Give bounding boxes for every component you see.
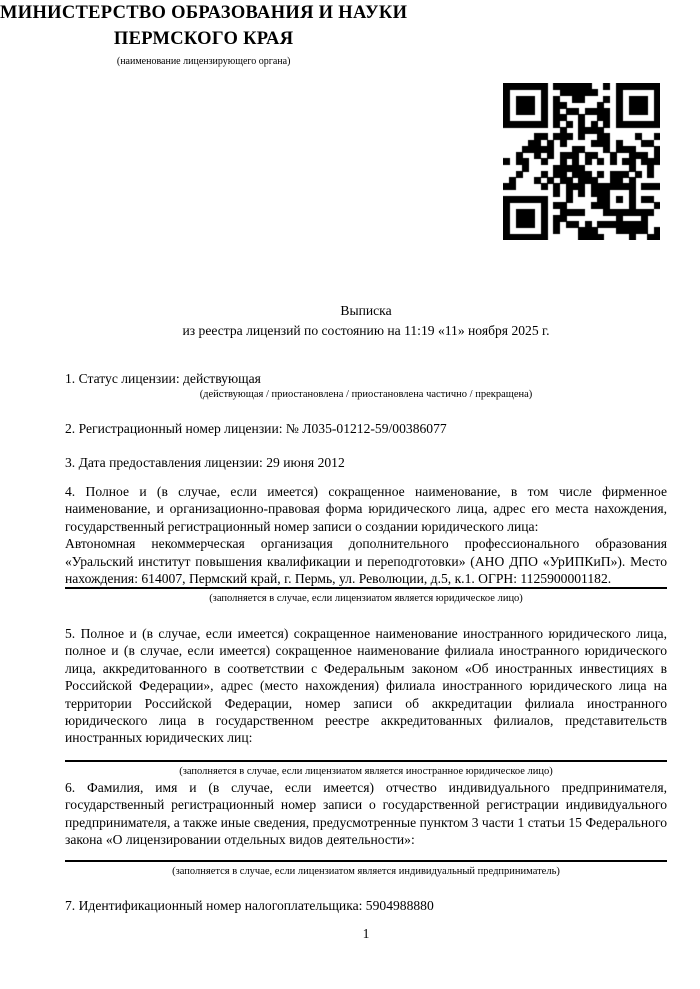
page-number: 1	[362, 926, 370, 941]
field-legal-entity	[65, 483, 667, 606]
field-license-status-caption: (действующая / приостановлена / приостановлена частично / прекращена)	[199, 389, 533, 401]
ministry-name-line2: ПЕРМСКОГО КРАЯ	[113, 29, 294, 49]
ministry-caption: (наименование лицензирующего органа)	[116, 56, 291, 67]
fill-in-line	[65, 860, 667, 862]
field-individual-entrepreneur	[65, 779, 667, 879]
document-title-line2: из реестра лицензий по состоянию на 11:19 «11» ноября 2025 г.	[182, 323, 550, 338]
field-registration-number: 2. Регистрационный номер лицензии: № Л035-01212-59/00386077	[65, 421, 447, 436]
licensing-authority-header	[0, 0, 407, 69]
field-taxpayer-number: 7. Идентификационный номер налогоплательщика: 5904988880	[65, 898, 434, 913]
field-foreign-entity-caption: (заполняется в случае, если лицензиатом является иностранное юридическое лицо)	[179, 765, 553, 777]
document-title-line1: Выписка	[340, 303, 392, 318]
qr-code	[503, 83, 660, 240]
field-individual-entrepreneur-question: 6. Фамилия, имя и (в случае, если имеется) отчество индивидуального предпринимателя, государственный регистрационный номер записи о государственной регистрации индивидуального предпринимателя, а также иные сведения, предусмотренные пунктом 3 части 1 статьи 15 Федерального закона «О лицензировании отдельных видов деятельности»:	[65, 780, 667, 848]
field-license-status-text: 1. Статус лицензии: действующая	[65, 371, 261, 386]
field-individual-entrepreneur-caption: (заполняется в случае, если лицензиатом является индивидуальный предприниматель)	[172, 865, 560, 877]
field-legal-entity-question: 4. Полное и (в случае, если имеется) сокращенное наименование, в том числе фирменное наименование, и организационно-правовая форма юридического лица, адрес его места нахождения, государственный регистрационный номер записи о создании юридического лица:	[65, 484, 667, 534]
fill-in-line	[65, 587, 667, 589]
field-legal-entity-caption: (заполняется в случае, если лицензиатом является юридическое лицо)	[209, 593, 523, 605]
field-foreign-entity	[65, 625, 667, 779]
ministry-name-line1: МИНИСТЕРСТВО ОБРАЗОВАНИЯ И НАУКИ	[0, 3, 408, 23]
field-foreign-entity-question: 5. Полное и (в случае, если имеется) сокращенное наименование иностранного юридического лица, полное и (в случае, если имеется) сокращенное наименование филиала иностранного юридического лица, аккредитованного в соответствии с Федеральным законом «Об иностранных инвестициях в Российской Федерации», адрес (место нахождения) филиала иностранного юридического лица на территории Российской Федерации, номер записи об аккредитации филиала иностранного юридического лица в государственном реестре аккредитованных филиалов, представительств иностранных юридических лиц:	[65, 626, 667, 746]
field-license-date: 3. Дата предоставления лицензии: 29 июня 2012	[65, 455, 345, 470]
document-title	[65, 301, 667, 341]
fill-in-line	[65, 760, 667, 762]
field-license-status	[65, 370, 667, 402]
field-legal-entity-answer: Автономная некоммерческая организация дополнительного профессионального образования «Уральский институт повышения квалификации и переподготовки» (АНО ДПО «УрИПКиП»). Место нахождения: 614007, Пермский край, г. Пермь, ул. Революции, д.5, к.1. ОГРН: 1125900001182.	[65, 536, 667, 587]
